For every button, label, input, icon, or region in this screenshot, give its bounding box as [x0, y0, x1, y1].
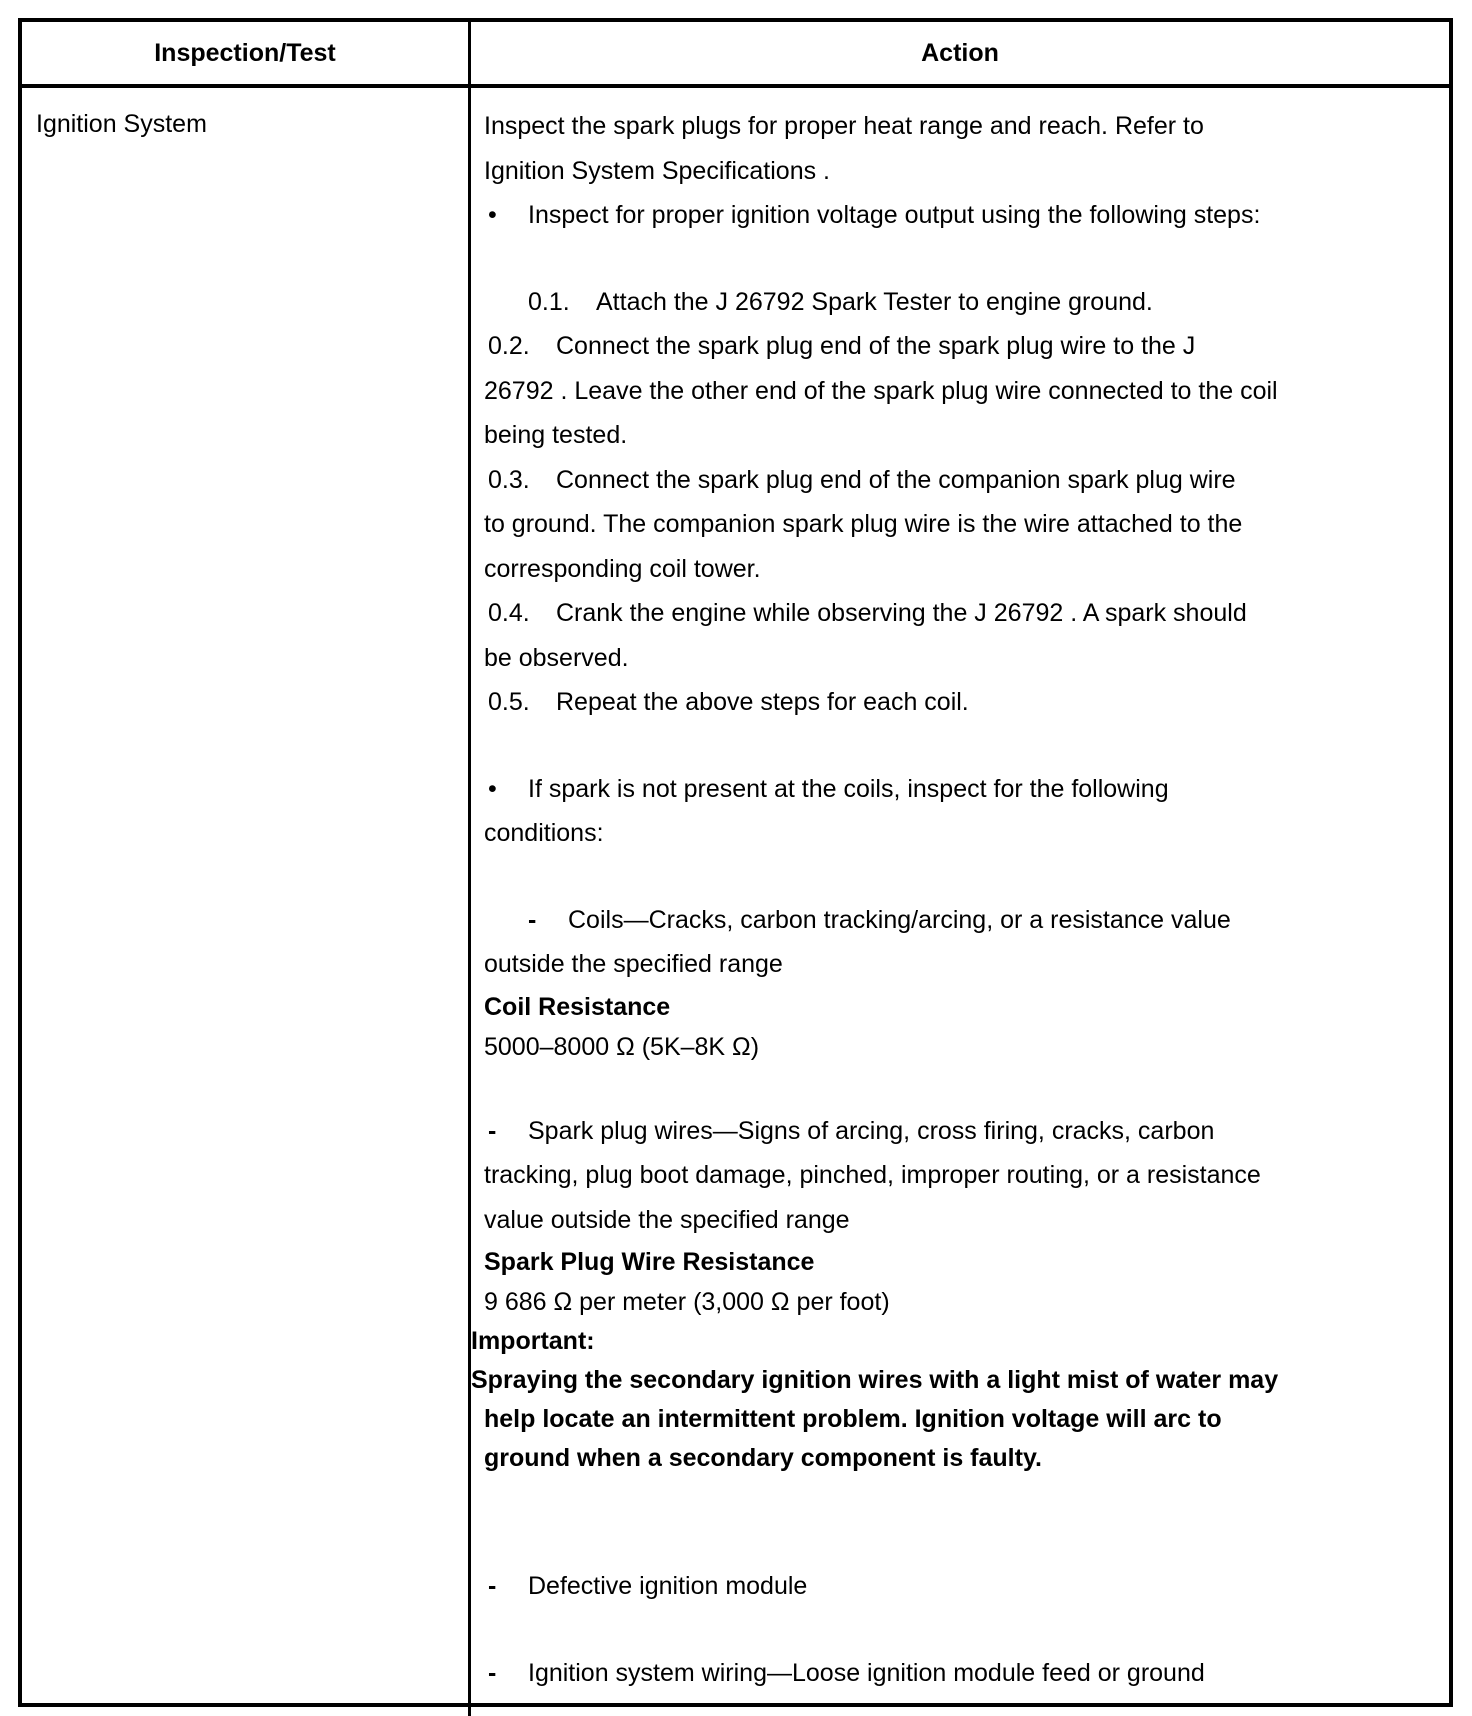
- step-item: [484, 680, 1384, 725]
- table-right-border: [1449, 18, 1453, 1707]
- table-header-divider: [18, 84, 1453, 88]
- step-number: 0.5.: [488, 688, 530, 716]
- condition-text: Defective ignition module: [528, 1572, 808, 1600]
- step-text: Crank the engine while observing the J 26792 . A spark should: [556, 599, 1247, 627]
- wire-spec-title: Spark Plug Wire Resistance: [484, 1248, 815, 1276]
- bullet-text: If spark is not present at the coils, inspect for the following: [528, 774, 1169, 803]
- step-number: 0.3.: [488, 465, 530, 494]
- intro-line: Ignition System Specifications .: [484, 156, 830, 185]
- step-number: 0.1.: [528, 287, 570, 316]
- table-left-border: [18, 18, 22, 1707]
- step-text-line: corresponding coil tower.: [484, 554, 761, 583]
- table-bottom-border: [18, 1703, 1453, 1707]
- table-column-divider: [468, 18, 471, 1716]
- spacer: [484, 238, 1384, 280]
- condition-item: [484, 898, 1384, 943]
- step-text: Repeat the above steps for each coil.: [556, 688, 969, 716]
- dash-icon: -: [488, 1116, 497, 1145]
- step-item: [484, 591, 1384, 636]
- step-number: 0.2.: [488, 332, 530, 360]
- action-cell: [471, 104, 1384, 1695]
- header-action: Action: [921, 38, 999, 67]
- step-text-line: being tested.: [484, 421, 628, 449]
- condition-item: [484, 1109, 1384, 1154]
- bullet-text: Inspect for proper ignition voltage output using the following steps:: [528, 201, 1261, 229]
- step-text-line: be observed.: [484, 643, 629, 672]
- condition-text: Coils—Cracks, carbon tracking/arcing, or a resistance value: [568, 905, 1231, 934]
- header-inspection-test: Inspection/Test: [154, 38, 336, 67]
- spacer: [484, 856, 1384, 898]
- dash-icon: -: [488, 1572, 497, 1600]
- important-note: [471, 1361, 1384, 1478]
- important-text-line: help locate an intermittent problem. Ignition voltage will arc to: [484, 1405, 1222, 1433]
- spacer: [484, 1478, 1384, 1564]
- step-text: Attach the J 26792 Spark Tester to engine ground.: [596, 287, 1153, 316]
- bullet-text-line: conditions:: [484, 819, 604, 847]
- coil-spec-value: 5000–8000 Ω (5K–8K Ω): [484, 1032, 760, 1061]
- step-text-line: 26792 . Leave the other end of the spark plug wire connected to the coil: [484, 376, 1278, 405]
- step-text: Connect the spark plug end of the spark plug wire to the J: [556, 332, 1196, 360]
- spacer: [484, 1067, 1384, 1109]
- important-text-line: ground when a secondary component is faulty.: [484, 1444, 1042, 1472]
- bullet-item: [484, 193, 1384, 238]
- important-text-line: Spraying the secondary ignition wires with a light mist of water may: [471, 1366, 1279, 1394]
- condition-text-line: value outside the specified range: [484, 1205, 850, 1234]
- intro-line: Inspect the spark plugs for proper heat range and reach. Refer to: [484, 112, 1204, 140]
- inspection-cell: Ignition System: [36, 110, 207, 138]
- step-number: 0.4.: [488, 599, 530, 627]
- condition-text: Spark plug wires—Signs of arcing, cross firing, cracks, carbon: [528, 1116, 1215, 1145]
- condition-text-line: tracking, plug boot damage, pinched, improper routing, or a resistance: [484, 1161, 1261, 1189]
- step-item: [484, 324, 1384, 369]
- step-text-line: to ground. The companion spark plug wire is the wire attached to the: [484, 510, 1243, 538]
- coil-spec-title: Coil Resistance: [484, 992, 671, 1021]
- spacer: [484, 1609, 1384, 1651]
- dash-icon: -: [488, 1658, 497, 1687]
- dash-icon: -: [528, 905, 537, 934]
- condition-text: Ignition system wiring—Loose ignition module feed or ground: [528, 1658, 1205, 1687]
- bullet-icon: •: [488, 201, 497, 229]
- condition-text-line: outside the specified range: [484, 950, 783, 978]
- step-item: [484, 458, 1384, 503]
- condition-item: [484, 1564, 1384, 1609]
- important-label: Important:: [471, 1327, 595, 1355]
- wire-spec-value: 9 686 Ω per meter (3,000 Ω per foot): [484, 1288, 890, 1316]
- bullet-item: [484, 767, 1384, 812]
- step-item: [484, 280, 1384, 325]
- condition-item: [484, 1651, 1384, 1696]
- bullet-icon: •: [488, 774, 497, 803]
- step-text: Connect the spark plug end of the companion spark plug wire: [556, 465, 1236, 494]
- spacer: [484, 725, 1384, 767]
